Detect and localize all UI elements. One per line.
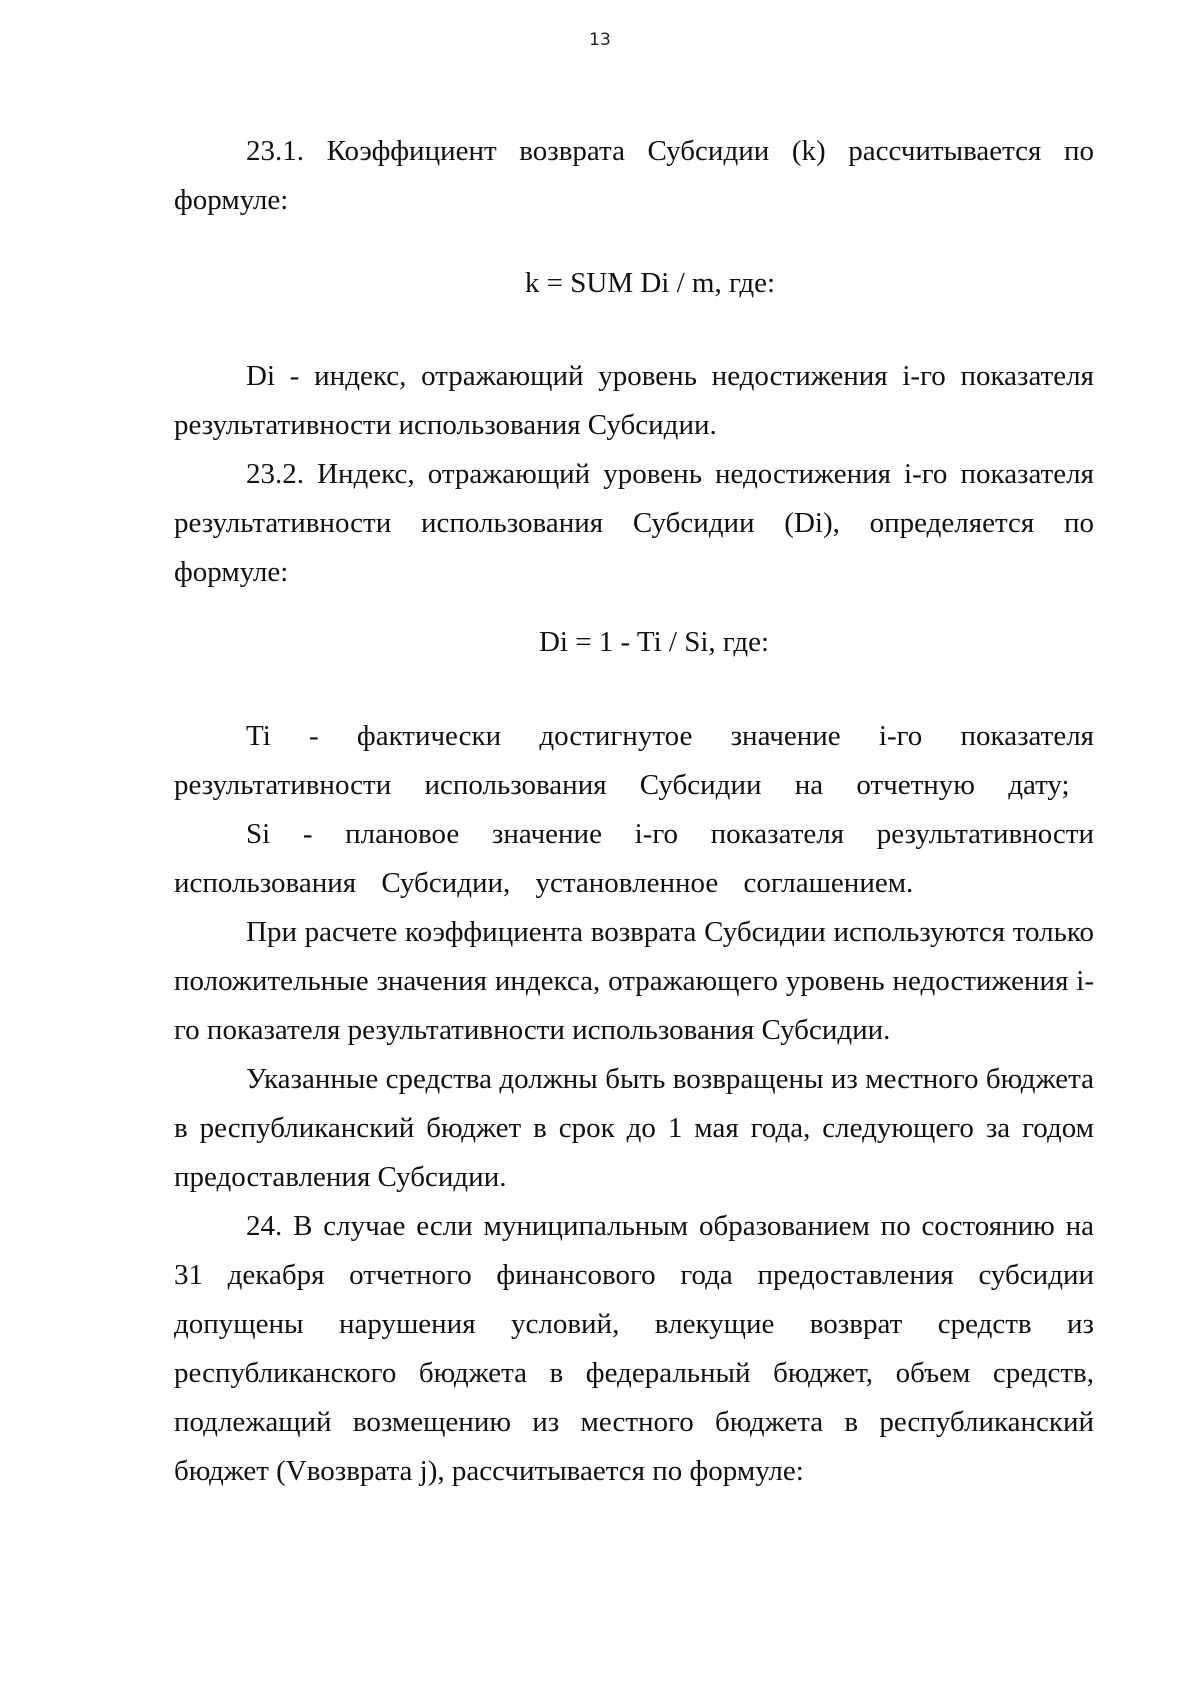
paragraph-return-funds: Указанные средства должны быть возвращены из местного бюджета в республиканский бюджет в срок до 1 мая года, следующего за годом предоставления Субсидии.: [174, 1063, 1094, 1193]
formula-di: Di = 1 - Ti / Si, где:: [538, 626, 770, 658]
page-number: 13: [589, 30, 611, 50]
definition-ti: Ti - фактически достигнутое значение i-го показателя результативности использования Субсидии на отчетную дату;: [174, 720, 1094, 801]
definition-di: Di - индекс, отражающий уровень недостижения i-го показателя результативности использования Субсидии.: [174, 360, 1094, 441]
paragraph-24: 24. В случае если муниципальным образованием по состоянию на 31 декабря отчетного финансового года предоставления субсидии допущены нарушения условий, влекущие возврат средств из республиканского бюджета в федеральный бюджет, объем средств, подлежащий возмещению из местного бюджета в республиканский бюджет (Vвозврата j), рассчитывается по формуле:: [174, 1210, 1094, 1487]
paragraph-23-1: 23.1. Коэффициент возврата Субсидии (k) рассчитывается по формуле:: [174, 135, 1094, 216]
formula-k: k = SUM Di / m, где:: [524, 267, 776, 299]
paragraph-positive-values: При расчете коэффициента возврата Субсидии используются только положительные значения индекса, отражающего уровень недостижения i-го показателя результативности использования Субсидии.: [174, 916, 1094, 1046]
definition-si: Si - плановое значение i-го показателя результативности использования Субсидии, установленное соглашением.: [174, 818, 1094, 899]
paragraph-23-2: 23.2. Индекс, отражающий уровень недостижения i-го показателя результативности использования Субсидии (Di), определяется по формуле:: [174, 458, 1094, 588]
